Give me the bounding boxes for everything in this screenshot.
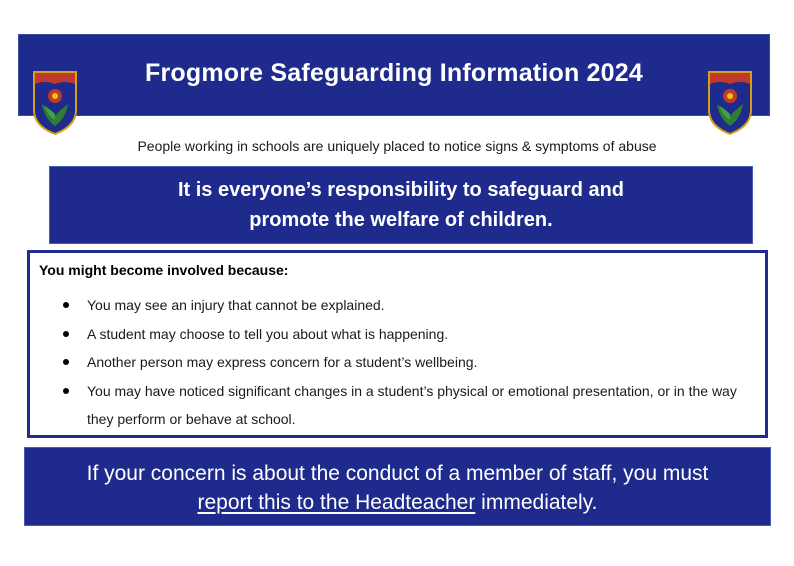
involvement-box <box>27 250 768 438</box>
bullet-icon <box>63 331 69 337</box>
page-title: Frogmore Safeguarding Information 2024 <box>145 59 643 87</box>
staff-concern-box <box>24 447 771 526</box>
bullet-icon <box>63 359 69 365</box>
list-item <box>30 377 765 434</box>
involvement-list <box>30 291 765 434</box>
bullet-icon <box>63 302 69 308</box>
title-banner <box>18 34 770 116</box>
list-item-text: You may see an injury that cannot be explained. <box>87 297 385 313</box>
involvement-heading: You might become involved because: <box>39 262 289 278</box>
staff-concern-line-1: If your concern is about the conduct of a member of staff, you must <box>86 462 709 485</box>
subtitle: People working in schools are uniquely placed to notice signs & symptoms of abuse <box>137 138 657 154</box>
list-item-text: You may have noticed significant changes in a student’s physical or emotional presentation, or in the way they perform or behave at school. <box>87 382 737 427</box>
responsibility-line-2: promote the welfare of children. <box>249 209 553 231</box>
staff-concern-line-2 <box>25 488 770 517</box>
staff-concern-suffix: immediately. <box>475 491 598 514</box>
bullet-icon <box>63 388 69 394</box>
list-item <box>30 291 765 320</box>
responsibility-box <box>49 166 753 244</box>
responsibility-line-1: It is everyone’s responsibility to safeguard and <box>177 179 625 201</box>
list-item-text: Another person may express concern for a student’s wellbeing. <box>87 354 478 370</box>
list-item <box>30 320 765 349</box>
report-headteacher-text: report this to the Headteacher <box>197 491 476 514</box>
list-item-text: A student may choose to tell you about what is happening. <box>87 325 449 342</box>
list-item <box>30 348 765 377</box>
school-crest-icon <box>707 70 753 136</box>
school-crest-icon <box>32 70 78 136</box>
